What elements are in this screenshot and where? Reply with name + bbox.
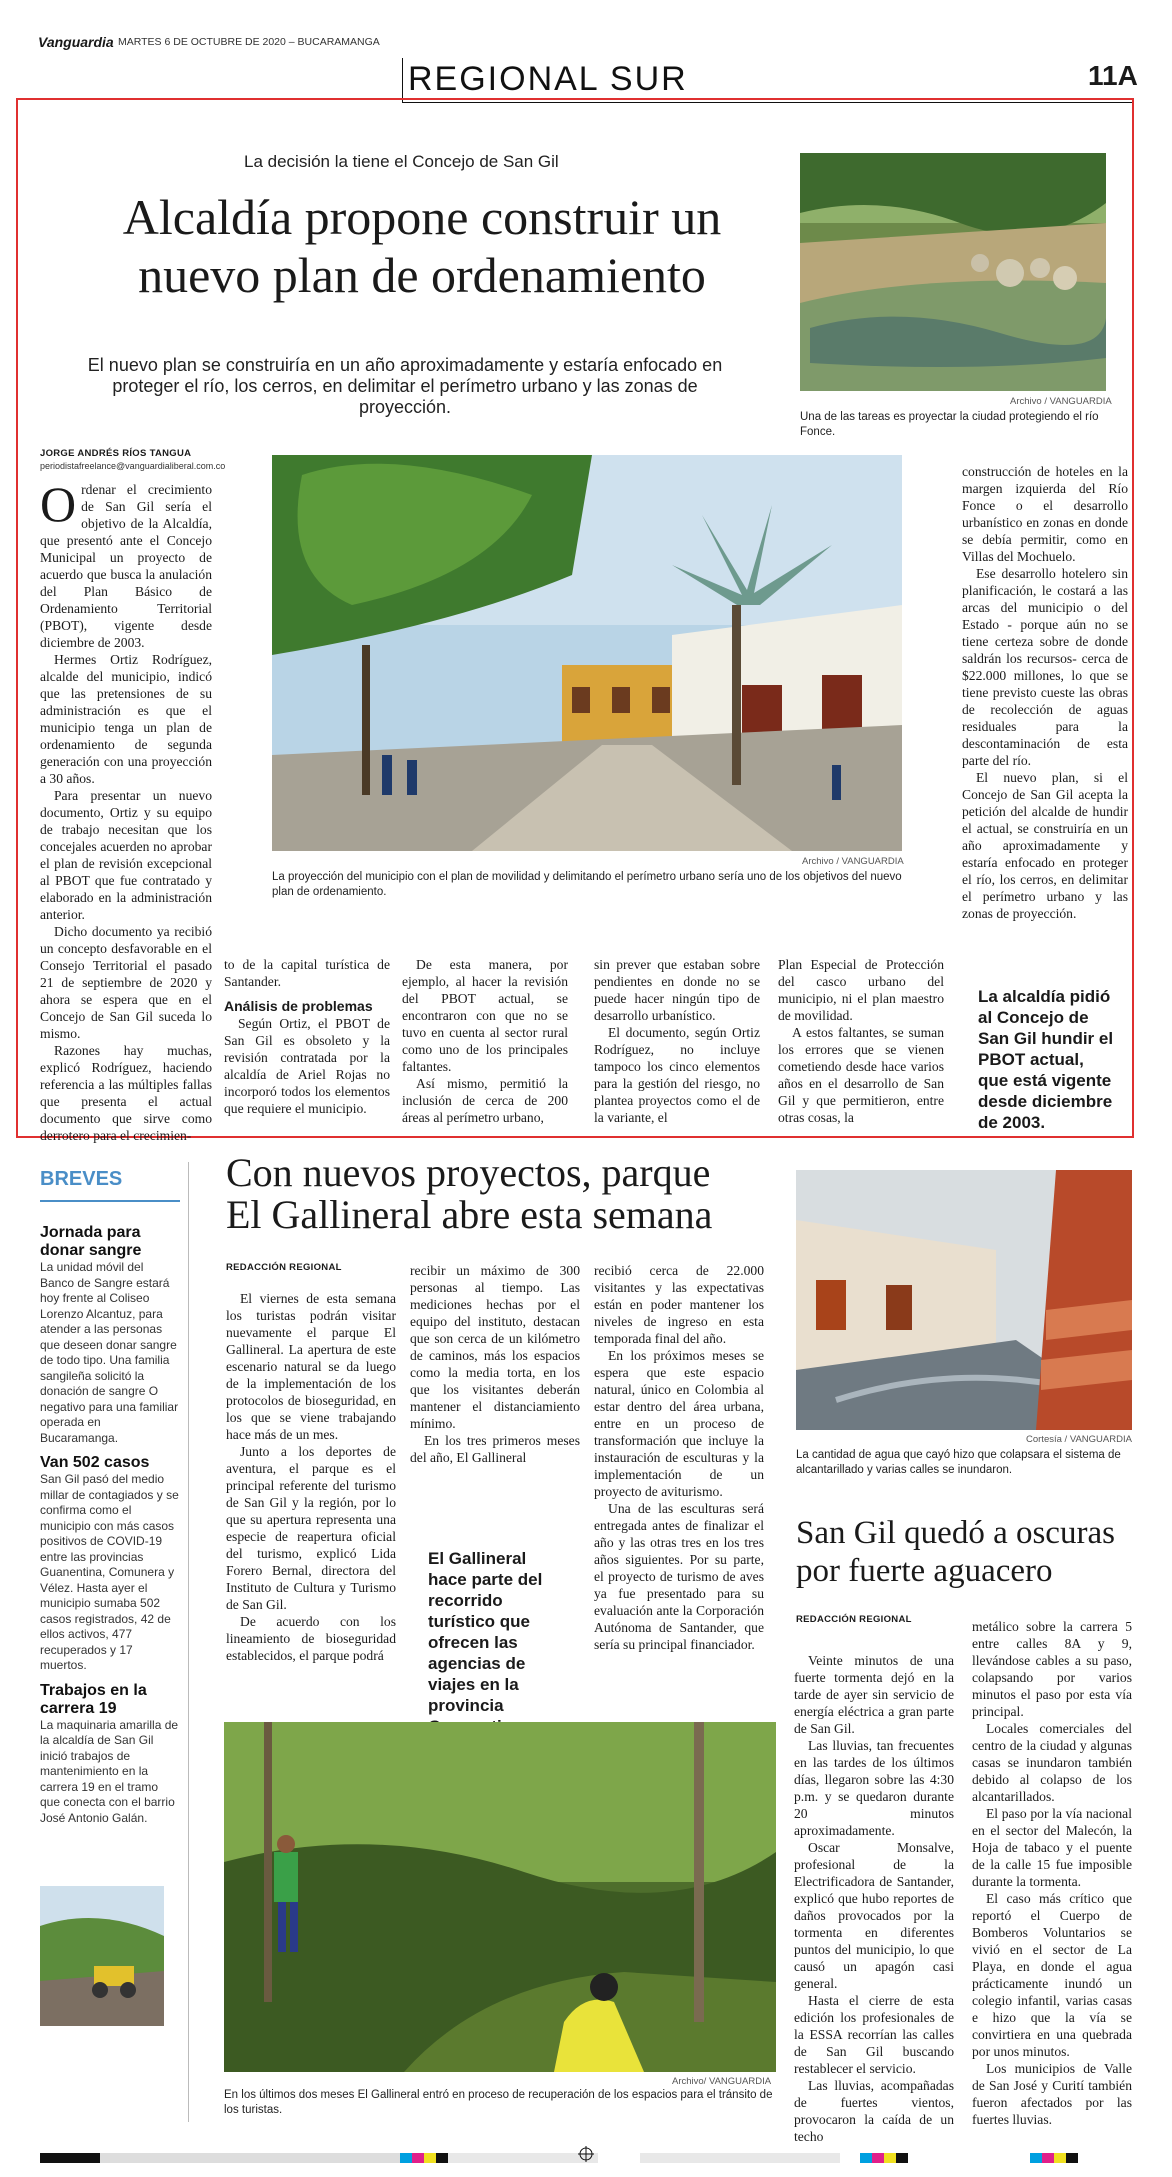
breves-list bbox=[40, 1224, 180, 1826]
gallineral-col3-p2: En los próximos meses se espera que este espacio natural, único en Colombia al estar dentro del área urbana, entre en un proceso de transformación que incluye la instauración de esculturas y la implementación de un proyecto de aviturismo. bbox=[594, 1348, 764, 1499]
section-title: REGIONAL SUR bbox=[408, 60, 688, 98]
aguacero-col2-p4: El caso más crítico que reportó el Cuerpo de Bomberos Voluntarios se vivió en el sector de La Playa, en donde el agua prácticamente inundó un colegio infantil, varias casas e hizo que la vía se convirtiera en una quebrada por unos minutos. bbox=[972, 1891, 1132, 2059]
main-deck: El nuevo plan se construiría en un año aproximadamente y estaría enfocado en proteger el río, los cerros, en delimitar el perímetro urbano y las zonas de proyección. bbox=[87, 355, 723, 417]
main-col4-p2: El documento, según Ortiz Rodríguez, no incluye tampoco los cinco elementos para la gestión del riesgo, no plantea proyectos como el de la variante, el bbox=[594, 1025, 760, 1125]
main-col-2 bbox=[224, 956, 390, 1117]
aguacero-col2-p2: Locales comerciales del centro de la ciudad y algunas casas se inundaron también debido al colapso de los alcantarillados. bbox=[972, 1721, 1132, 1804]
header-divider bbox=[402, 58, 403, 102]
main-col2-p2: Según Ortiz, el PBOT de San Gil es obsoleto y la revisión contratada por la alcaldía de Ariel Rojas no incorporó todos los elementos que requiere el municipio. bbox=[224, 1016, 390, 1116]
main-col1-p5: Razones hay muchas, explicó Rodríguez, haciendo referencia a las múltiples fallas que presenta el actual documento que sirve como derrotero para el crecimien- bbox=[40, 1043, 212, 1143]
breve-title: Trabajos en la carrera 19 bbox=[40, 1681, 147, 1717]
main-right-p1: construcción de hoteles en la margen izquierda del Río Fonce o el desarrollo urbanístico en zonas en donde se debía permitir, como en Villas del Mochuelo. bbox=[962, 464, 1128, 564]
gallineral-pullquote: El Gallineral hace parte del recorrido turístico que ofrecen las agencias de viajes en la provincia bbox=[428, 1549, 543, 1715]
main-kicker: La decisión la tiene el Concejo de San Gil bbox=[244, 152, 559, 171]
breves-divider bbox=[188, 1162, 189, 2122]
main-col2-p1: to de la capital turística de Santander. bbox=[224, 957, 390, 989]
breve-item bbox=[40, 1682, 180, 1827]
main-col3-p1: De esta manera, por ejemplo, al hacer la revisión del PBOT actual, se encontraron con que no se tuvo en cuenta al sector rural como uno de los principales faltantes. bbox=[402, 957, 568, 1074]
aguacero-title-line1: San Gil quedó a oscuras bbox=[796, 1515, 1115, 1551]
gallineral-col2-p1: recibir un máximo de 300 personas al tiempo. Las mediciones hechas por el equipo del instituto, destacan que son cerca de un kilómetro de caminos, más los espacios como la media torta, en los que los visitantes deberán mantener el distanciamiento mínimo. bbox=[410, 1263, 580, 1431]
gallineral-title-line2: El Gallineral abre esta semana bbox=[226, 1192, 713, 1237]
main-col-5 bbox=[778, 956, 944, 1126]
main-author: JORGE ANDRÉS RÍOS TANGUA bbox=[40, 448, 192, 459]
main-col-3 bbox=[402, 956, 568, 1126]
aguacero-col1-p1: Veinte minutos de una fuerte tormenta dejó en la tarde de ayer sin servicio de energía eléctrica a gran parte de San Gil. bbox=[794, 1653, 954, 1736]
header-brand: Vanguardia bbox=[38, 34, 114, 50]
river-photo-caption: Una de las tareas es proyectar la ciudad protegiendo el río Fonce. bbox=[800, 411, 1099, 438]
breve-text: San Gil pasó del medio millar de contagiados y se confirma como el municipio con más casos positivos de COVID-19 entre las provincias Guanentina, Comunera y Vélez. Hasta ayer el municipio sumaba 502 casos registrados, 42 de ellos activos, 477 recuperados y 17 muertos. bbox=[40, 1472, 179, 1672]
flood-photo-caption: La cantidad de agua que cayó hizo que colapsara el sistema de alcantarillado y varias calles se inundaron. bbox=[796, 1449, 1121, 1476]
main-col1-p4: Dicho documento ya recibió un concepto desfavorable en el Consejo Territorial el pasado 21 de septiembre de 2020 y ahora se espera que en el Concejo de San Gil suceda lo mismo. bbox=[40, 924, 212, 1041]
main-col-1 bbox=[40, 476, 212, 1144]
aguacero-col1-p4: Hasta el cierre de esta edición los profesionales de la ESSA recorrían las calles de San Gil buscando restablecer el servicio. bbox=[794, 1993, 954, 2076]
main-right-p2: Ese desarrollo hotelero sin planificación, le costará a las arcas del municipio o del Estado - porque aún no se tiene certeza sobre de donde saldrán los recursos- cerca de $22.000 millones, lo que se tiene previsto cueste las obras de recolección de aguas residuales para la descontaminación de esta parte del río. bbox=[962, 566, 1128, 768]
flood-street-photo bbox=[796, 1170, 1132, 1430]
plaza-photo bbox=[272, 455, 902, 851]
main-right-col bbox=[962, 463, 1128, 922]
river-photo-credit: Archivo / VANGUARDIA bbox=[1010, 396, 1112, 407]
main-title-line1: Alcaldía propone construir un bbox=[122, 189, 722, 245]
main-col1-p2: Hermes Ortiz Rodríguez, alcalde del municipio, indicó que las pretensiones de su administración es que el municipio tenga un plan de ordenamiento de segunda generación con una proyección a 30 años. bbox=[40, 652, 212, 786]
gallineral-title bbox=[226, 1152, 712, 1236]
page-number: 11A bbox=[1088, 60, 1138, 91]
main-col5-p2: A estos faltantes, se suman los errores que se vienen cometiendo desde hace varios años en el desarrollo de San Gil y que permitieron, entre otras cosas, la bbox=[778, 1025, 944, 1125]
main-col1-p3: Para presentar un nuevo documento, Ortiz y su equipo de trabajo necesitan que los concejales acuerden no aprobar el plan de revisión excepcional al PBOT que fue contratado y elaborado en la administración anterior. bbox=[40, 788, 212, 922]
breve-item bbox=[40, 1454, 180, 1674]
main-dropcap: O bbox=[40, 476, 77, 532]
header-dateline: MARTES 6 DE OCTUBRE DE 2020 – BUCARAMANGA bbox=[118, 36, 380, 48]
breve-text: La unidad móvil del Banco de Sangre estará hoy frente al Coliseo Lorenzo Alcantuz, para atender a las personas que deseen donar sangre de todo tipo. Una familia sangileña solicitó la donación de sangre O negativo para una familiar operada en Bucaramanga. bbox=[40, 1260, 179, 1445]
gallineral-photo-caption: En los últimos dos meses El Gallineral entró en proceso de recuperación de los espacios para el tránsito de los turistas. bbox=[224, 2089, 773, 2116]
gallineral-byline: REDACCIÓN REGIONAL bbox=[226, 1262, 342, 1273]
main-author-email: periodistafreelance@vanguardialiberal.com.co bbox=[40, 461, 226, 471]
gallineral-photo bbox=[224, 1722, 776, 2072]
aguacero-title bbox=[796, 1514, 1115, 1590]
breve-text: La maquinaria amarilla de la alcaldía de San Gil inició trabajos de mantenimiento en la carrera 19 en el tramo que conecta con el barrio José Antonio Galán. bbox=[40, 1717, 179, 1825]
main-col1-p1: rdenar el crecimiento de San Gil sería el objetivo de la Alcaldía, que presentó ante el Concejo Municipal un proyecto de acuerdo que busca la anulación del Plan Básico de Ordenamiento Territorial (PBOT), vigente desde diciembre de 2003. bbox=[40, 482, 212, 650]
aguacero-col2-p3: El paso por la vía nacional en el sector del Malecón, la Hoja de tabaco y el puente de la calle 15 fue imposible durante la tormenta. bbox=[972, 1806, 1132, 1889]
main-col-4 bbox=[594, 956, 760, 1126]
aguacero-col2-p1: metálico sobre la carrera 5 entre calles 8A y 9, llevándose cables a su paso, colapsando por varios minutos el paso por esta vía principal. bbox=[972, 1619, 1132, 1719]
main-subhead: Análisis de problemas bbox=[224, 998, 373, 1014]
registration-mark-icon bbox=[578, 2146, 594, 2162]
gallineral-col1-p3: De acuerdo con los lineamiento de bioseguridad establecidos, el parque podrá bbox=[226, 1614, 396, 1663]
breve-title: Van 502 casos bbox=[40, 1454, 150, 1471]
main-col4-p1: sin prever que estaban sobre pendientes en donde no se puede hacer ningún tipo de desarrollo urbanístico. bbox=[594, 957, 760, 1023]
aguacero-col-1 bbox=[794, 1652, 954, 2145]
main-col3-p2: Así mismo, permitió la inclusión de cerca de 200 áreas al perímetro urbano, bbox=[402, 1076, 568, 1125]
gallineral-col3-p3: Una de las esculturas será entregada antes de finalizar el año y las otras tres en los tres años siguientes. Por su parte, el proyecto de turismo de aves ya fue presentado para su evaluación ante la Corporación Autónoma de Santander, que sería su principal financiador. bbox=[594, 1501, 764, 1652]
river-photo bbox=[800, 153, 1106, 391]
main-title bbox=[62, 188, 782, 304]
breves-label: BREVES bbox=[40, 1168, 123, 1190]
main-title-line2: nuevo plan de ordenamiento bbox=[138, 247, 706, 303]
gallineral-col1-p2: Junto a los deportes de aventura, el parque es el principal referente del turismo de San Gil y la región, por lo que su apertura representa una especie de reapertura oficial del turismo, explicó Lida Forero Bernal, directora del Instituto de Cultura y Turismo de San Gil. bbox=[226, 1444, 396, 1612]
aguacero-col1-p3: Oscar Monsalve, profesional de la Electrificadora de Santander, explicó que hubo reportes de daños provocados por la tormenta en diferentes puntos del municipio, lo que causó un apagón casi general. bbox=[794, 1840, 954, 1991]
flood-photo-credit: Cortesía / VANGUARDIA bbox=[1026, 1434, 1132, 1445]
breve-item bbox=[40, 1224, 180, 1446]
aguacero-col1-p5: Las lluvias, acompañadas de fuertes vientos, provocaron la caída de un techo bbox=[794, 2078, 954, 2144]
gallineral-photo-credit: Archivo/ VANGUARDIA bbox=[672, 2076, 772, 2087]
gallineral-col1-p1: El viernes de esta semana los turistas podrán visitar nuevamente el parque El Gallineral. La apertura de este escenario natural se da luego de la implementación de los protocolos de bioseguridad, en los que se viene trabajando hace más de un mes. bbox=[226, 1291, 396, 1442]
breves-rule bbox=[40, 1200, 180, 1202]
aguacero-byline: REDACCIÓN REGIONAL bbox=[796, 1614, 912, 1625]
aguacero-col-2 bbox=[972, 1618, 1132, 2128]
gallineral-col-2 bbox=[410, 1262, 580, 1466]
gallineral-col2-p2: En los tres primeros meses del año, El Gallineral bbox=[410, 1433, 580, 1465]
gallineral-col-3 bbox=[594, 1262, 764, 1653]
aguacero-title-line2: por fuerte aguacero bbox=[796, 1553, 1053, 1589]
main-pullquote: La alcaldía pidió al Concejo de San Gil hundir el PBOT actual, que está vigente desde diciembre de 2003. bbox=[978, 987, 1114, 1132]
plaza-photo-caption: La proyección del municipio con el plan de movilidad y delimitando el perímetro urbano sería uno de los objetivos del nuevo plan de ordenamiento. bbox=[272, 871, 902, 898]
breves-road-photo bbox=[40, 1886, 164, 2026]
plaza-photo-credit: Archivo / VANGUARDIA bbox=[802, 856, 904, 867]
gallineral-col3-p1: recibió cerca de 22.000 visitantes y las expectativas están en poder mantener los niveles de ingreso en esta temporada final del año. bbox=[594, 1263, 764, 1346]
breve-title: Jornada para donar sangre bbox=[40, 1224, 142, 1259]
aguacero-col2-p5: Los municipios de Valle de San José y Curití también fueron afectados por las fuertes lluvias. bbox=[972, 2061, 1132, 2127]
main-right-p3: El nuevo plan, si el Concejo de San Gil acepta la petición del alcalde de hundir el actual, se construiría en un año aproximadamente y estaría enfocado en proteger el río, los cerros, en delimitar el perímetro urbano y las zonas de proyección. bbox=[962, 770, 1128, 921]
gallineral-title-line1: Con nuevos proyectos, parque bbox=[226, 1150, 711, 1195]
main-col5-p1: Plan Especial de Protección del casco urbano del municipio, ni el plan maestro de movilidad. bbox=[778, 957, 944, 1023]
gallineral-col-1 bbox=[226, 1290, 396, 1664]
aguacero-col1-p2: Las lluvias, tan frecuentes en las tardes de los últimos días, llegaron sobre las 4:30 p.m. y se quedaron durante 20 minutos aproximadamente. bbox=[794, 1738, 954, 1838]
